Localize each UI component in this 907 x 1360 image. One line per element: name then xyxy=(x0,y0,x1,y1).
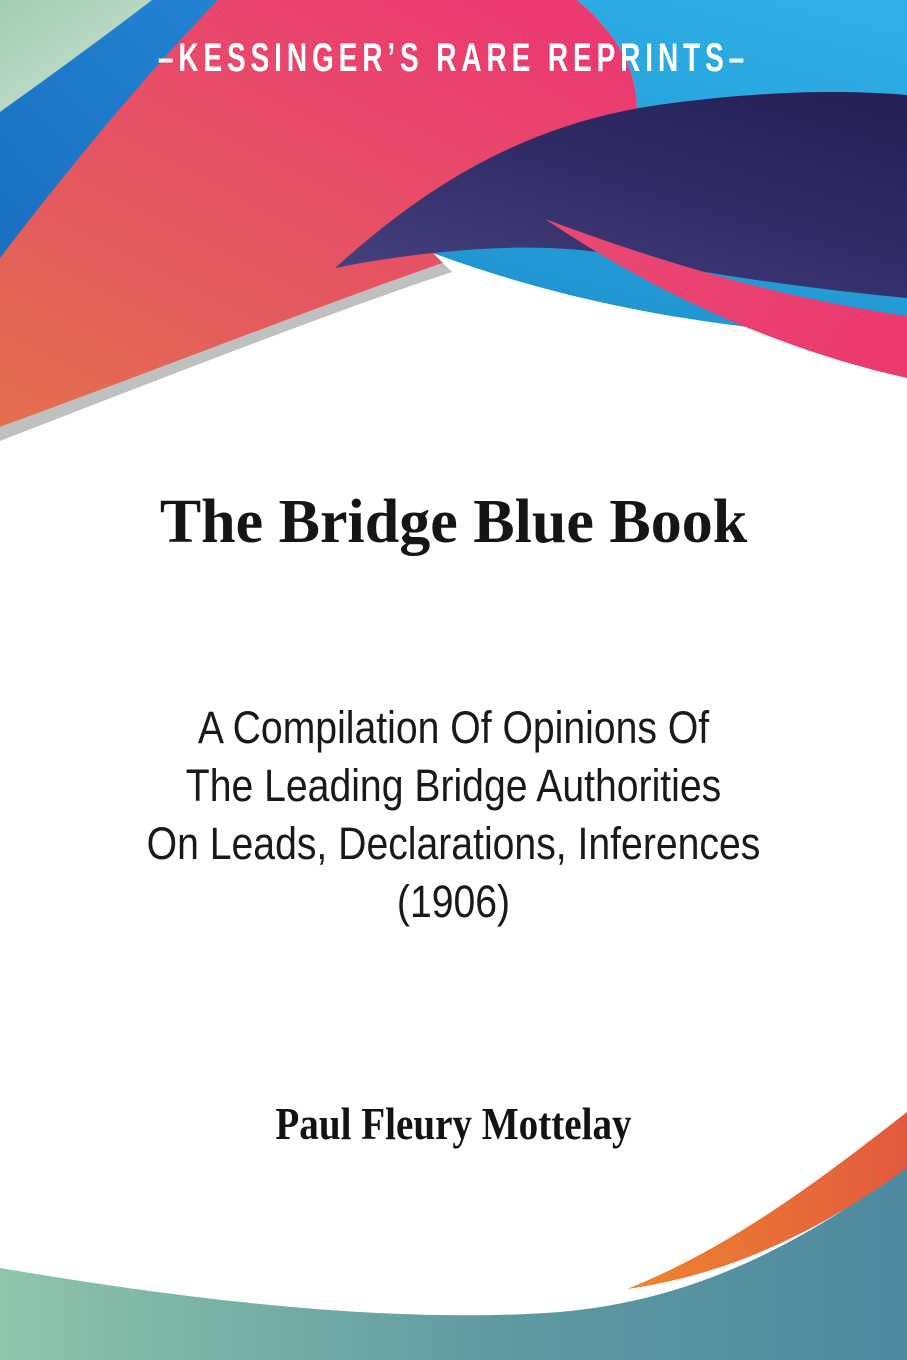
subtitle-line-3: On Leads, Declarations, Inferences xyxy=(146,818,761,869)
subtitle-line-1: A Compilation Of Opinions Of xyxy=(197,702,710,753)
subtitle-line-4: (1906) xyxy=(396,876,511,927)
teal-bottom-wave xyxy=(0,1166,907,1360)
subtitle-line-2: The Leading Bridge Authorities xyxy=(185,760,722,811)
publisher-banner: –KESSINGER’S RARE REPRINTS– xyxy=(157,36,750,80)
book-subtitle xyxy=(59,699,848,931)
book-title: The Bridge Blue Book xyxy=(159,488,748,556)
book-author: Paul Fleury Mottelay xyxy=(275,1098,632,1149)
